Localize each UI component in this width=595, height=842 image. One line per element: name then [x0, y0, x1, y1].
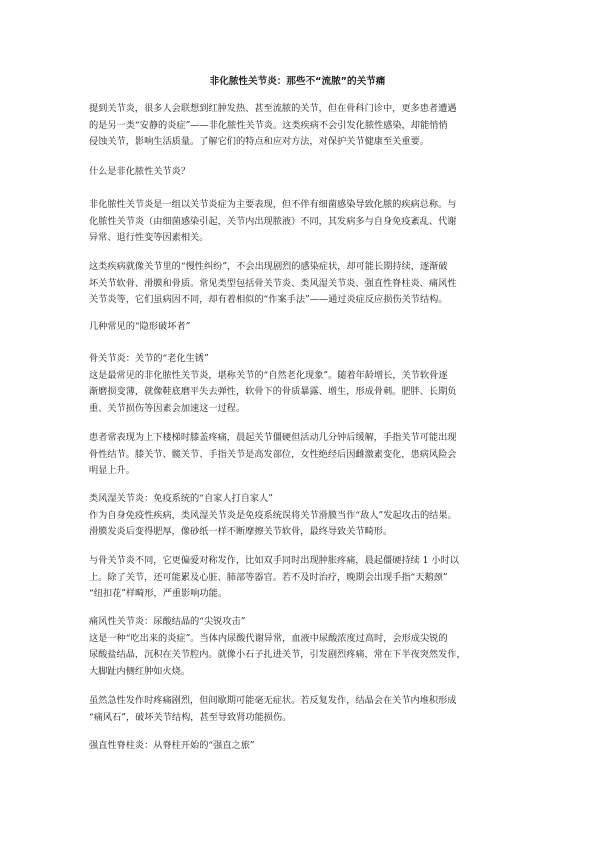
text-line: 患者常表现为上下楼梯时膝盖疼痛，晨起关节僵硬但活动几分钟后缓解，手指关节可能出现: [89, 432, 457, 443]
text-line: 提到关节炎，很多人会联想到红肿发热、甚至流脓的关节，但在骨科门诊中，更多患者遭遇: [89, 103, 457, 114]
text-line: 尿酸盐结晶，沉积在关节腔内。就像小石子扎进关节，引发剧烈疼痛，常在下半夜突然发作，: [89, 649, 466, 661]
text-line: 大脚趾内侧红肿如火烧。: [89, 665, 191, 677]
text-line: 渐磨损变薄，就像鞋底磨平失去弹性，软骨下的骨质暴露、增生，形成骨刺。肥胖、长期负: [89, 386, 457, 398]
text-line: 异常、退行性变等因素相关。: [89, 232, 209, 244]
text-line: 这类疾病就像关节里的“慢性纠纷”，不会出现剧烈的感染症状，却可能长期持续，逐渐破: [89, 261, 448, 272]
text-line: 虽然急性发作时疼痛剧烈，但间歇期可能毫无症状。若反复发作，结晶会在关节内堆积形成: [89, 695, 457, 706]
text-line: 坏关节软骨、滑膜和骨质。常见类型包括骨关节炎、类风湿关节炎、强直性脊柱炎、痛风性: [89, 277, 457, 289]
text-line: 骨关节炎：关节的“老化生锈”: [89, 353, 209, 364]
text-line: 作为自身免疫性疾病，类风湿关节炎是免疫系统误将关节滑膜当作“敌人”发起攻击的结果。: [89, 509, 457, 521]
text-line: 侵蚀关节，影响生活质量。了解它们的特点和应对方法，对保护关节健康至关重要。: [89, 136, 429, 148]
paragraph-gout: [89, 614, 507, 680]
text-line: 关节炎等，它们虽病因不同，却有着相似的“作案手法”——通过炎症反应损伤关节结构。: [89, 294, 448, 306]
text-line: 非化脓性关节炎是一组以关节炎症为主要表现，但不伴有细菌感染导致化脓的疾病总称。与: [89, 199, 457, 210]
text-line: 重、关节损伤等因素会加速这一过程。: [89, 402, 246, 414]
paragraph-osteoarthritis-symptoms: [89, 430, 507, 480]
paragraph-osteoarthritis: [89, 351, 507, 417]
section-heading-what-is: [89, 164, 507, 181]
text-line: 强直性脊柱炎：从脊柱开始的“强直之旅”: [89, 740, 255, 751]
text-line: 的是另一类“安静的炎症”——非化脓性关节炎。这类疾病不会引发化脓性感染，却能悄悄: [89, 119, 448, 131]
paragraph-rheumatoid: [89, 491, 507, 541]
text-line: 几种常见的“隐形破坏者”: [89, 321, 191, 332]
text-line: 这是最常见的非化脓性关节炎，堪称关节的“自然老化现象”。随着年龄增长，关节软骨逐: [89, 369, 448, 381]
text-line: 明显上升。: [89, 465, 135, 477]
text-line: 痛风性关节炎：尿酸结晶的“尖锐攻击”: [89, 616, 246, 627]
paragraph-gout-symptoms: [89, 693, 507, 726]
section-heading-types: [89, 319, 507, 336]
paragraph-intro: [89, 101, 507, 151]
text-line: 类风湿关节炎：免疫系统的“自家人打自家人”: [89, 493, 273, 504]
document-title: 非化脓性关节炎：那些不“流脓”的关节痛: [209, 76, 386, 87]
text-line: 化脓性关节炎（由细菌感染引起，关节内出现脓液）不同，其发病多与自身免疫紊乱、代谢: [89, 215, 457, 227]
section-heading-ankylosing: [89, 738, 507, 755]
paragraph-definition: [89, 197, 507, 247]
text-line: “纽扣花”样畸形，严重影响功能。: [89, 588, 228, 600]
text-line: 这是一种“吃出来的炎症”。当体内尿酸代谢异常，血液中尿酸浓度过高时，会形成尖锐的: [89, 632, 448, 644]
text-line: 骨性结节。膝关节、髋关节、手指关节是高发部位，女性绝经后因雌激素变化，患病风险会: [89, 448, 457, 460]
text-line: 与骨关节炎不同，它更偏爱对称发作，比如双手同时出现肿胀疼痛，晨起僵硬持续 1 小时以: [89, 555, 459, 566]
text-line: “痛风石”，破坏关节结构，甚至导致肾功能损伤。: [89, 711, 292, 723]
text-line: 上。除了关节，还可能累及心脏、肺部等器官。若不及时治疗，晚期会出现手指“天鹅颈”: [89, 571, 448, 583]
text-line: 滑膜发炎后变得肥厚，像砂纸一样不断摩擦关节软骨，最终导致关节畸形。: [89, 526, 393, 538]
paragraph-rheumatoid-symptoms: [89, 553, 507, 603]
text-line: 什么是非化脓性关节炎？: [89, 166, 191, 177]
paragraph-chronic: [89, 259, 507, 309]
